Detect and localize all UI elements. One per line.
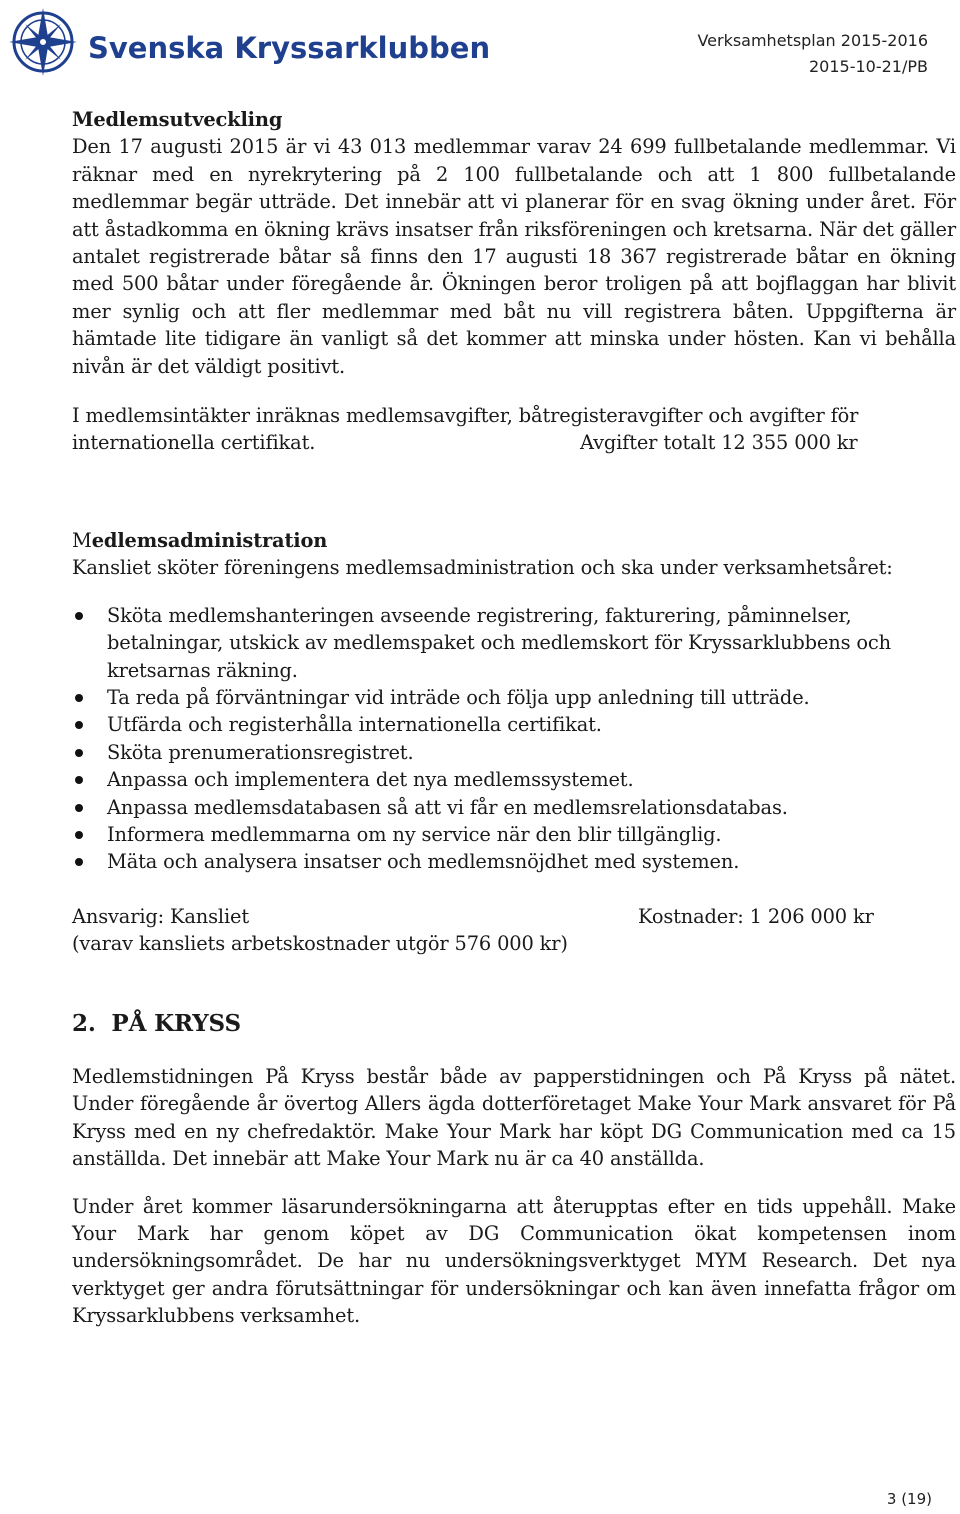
- list-item: [72, 766, 956, 793]
- list-item: [72, 821, 956, 848]
- bullet-icon: [75, 721, 83, 729]
- bullet-icon: [75, 804, 83, 812]
- list-item-text: Ta reda på förväntningar vid inträde och följa upp anledning till utträde.: [107, 685, 810, 709]
- org-logo: [8, 6, 491, 78]
- list-item: [72, 794, 956, 821]
- list-item: [72, 711, 956, 738]
- bullet-icon: [75, 776, 83, 784]
- heading-medlemsutveckling: Medlemsutveckling: [72, 108, 283, 131]
- responsible: Ansvarig: Kansliet: [72, 904, 249, 928]
- org-name: Svenska Kryssarklubben: [88, 31, 491, 65]
- paragraph-membership-income-line2: internationella certifikat.: [72, 431, 316, 455]
- paragraph-pa-kryss-1: Medlemstidningen På Kryss består både av papperstidningen och På Kryss på nätet. Under föregående år övertog Allers ägda dotterföretaget Make Your Mark ansvaret för På Kryss med en ny chefredaktör. Make Your Mark har köpt DG Communication med ca 15 anställda. Det innebär att Make Your Mark nu är ca 40 anställda.: [72, 1064, 956, 1171]
- list-item-text: Utfärda och registerhålla internationella certifikat.: [107, 713, 602, 737]
- list-item: [72, 684, 956, 711]
- list-item-text: Anpassa medlemsdatabasen så att vi får en medlemsrelationsdatabas.: [107, 795, 788, 819]
- responsible-costs-line: [72, 903, 956, 930]
- list-item-text: Sköta prenumerationsregistret.: [107, 740, 414, 764]
- bullet-icon: [75, 831, 83, 839]
- bullet-icon: [75, 858, 83, 866]
- section-title-pa-kryss: 2. PÅ KRYSS: [72, 1009, 241, 1037]
- costs: Kostnader: 1 206 000 kr: [638, 904, 874, 928]
- document-body: [72, 106, 956, 1330]
- document-header-info: [697, 28, 928, 80]
- list-item: [72, 602, 956, 684]
- costs-note: (varav kansliets arbetskostnader utgör 576 000 kr): [72, 932, 568, 956]
- list-item-text: Sköta medlemshanteringen avseende registrering, fakturering, påminnelser, betalningar, utskick av medlemspaket och medlemskort för Kryssarklubbens och kretsarnas räkning.: [107, 603, 891, 682]
- page-number: 3 (19): [886, 1490, 932, 1508]
- bullet-icon: [75, 749, 83, 757]
- fees-total: Avgifter totalt 12 355 000 kr: [580, 431, 858, 455]
- document-date: 2015-10-21/PB: [809, 57, 928, 76]
- heading-first-letter: M: [72, 528, 92, 552]
- paragraph-membership-stats: Den 17 augusti 2015 är vi 43 013 medlemmar varav 24 699 fullbetalande medlemmar. Vi räknar med en nyrekrytering på 2 100 fullbetalande och att 1 800 fullbetalande medlemmar begär utträde. Det innebär att vi planerar för en svag ökning under året. För att åstadkomma en ökning krävs insatser från riksföreningen och kretsarna. När det gäller antalet registrerade båtar så finns den 17 augusti 18 367 registrerade båtar en ökning med 500 båtar under föregående år. Ökningen beror troligen på att bojflaggan har blivit mer synlig och att fler medlemmar med båt nu vill registrera båten. Uppgifterna är hämtade lite tidigare än vanligt så det kommer att minska under hösten. Kan vi behålla nivån är det väldigt positivt.: [72, 135, 956, 378]
- admin-task-list: [72, 602, 956, 876]
- paragraph-membership-income-line1: I medlemsintäkter inräknas medlemsavgifter, båtregisteravgifter och avgifter för: [72, 404, 859, 428]
- list-item: [72, 848, 956, 875]
- bullet-icon: [75, 694, 83, 702]
- paragraph-admin-intro: Kansliet sköter föreningens medlemsadministration och ska under verksamhetsåret:: [72, 556, 893, 580]
- bullet-icon: [75, 612, 83, 620]
- paragraph-pa-kryss-2: Under året kommer läsarundersökningarna att återupptas efter en tids uppehåll. Make Your Mark har genom köpet av DG Communication ökat kompetensen inom undersökningsområdet. De har nu undersökningsverktyget MYM Research. Det nya verktyget ger andra förutsättningar för undersökningar och kan även innefatta frågor om Kryssarklubbens verksamhet.: [72, 1194, 956, 1328]
- list-item: [72, 739, 956, 766]
- heading-rest: edlemsadministration: [91, 528, 328, 552]
- list-item-text: Anpassa och implementera det nya medlemssystemet.: [107, 768, 634, 792]
- list-item-text: Mäta och analysera insatser och medlemsnöjdhet med systemen.: [107, 850, 740, 874]
- list-item-text: Informera medlemmarna om ny service när den blir tillgänglig.: [107, 822, 722, 846]
- heading-medlemsadministration: [72, 527, 956, 554]
- compass-rose-icon: [8, 6, 491, 78]
- income-line2: [72, 429, 956, 456]
- document-title: Verksamhetsplan 2015-2016: [697, 31, 928, 50]
